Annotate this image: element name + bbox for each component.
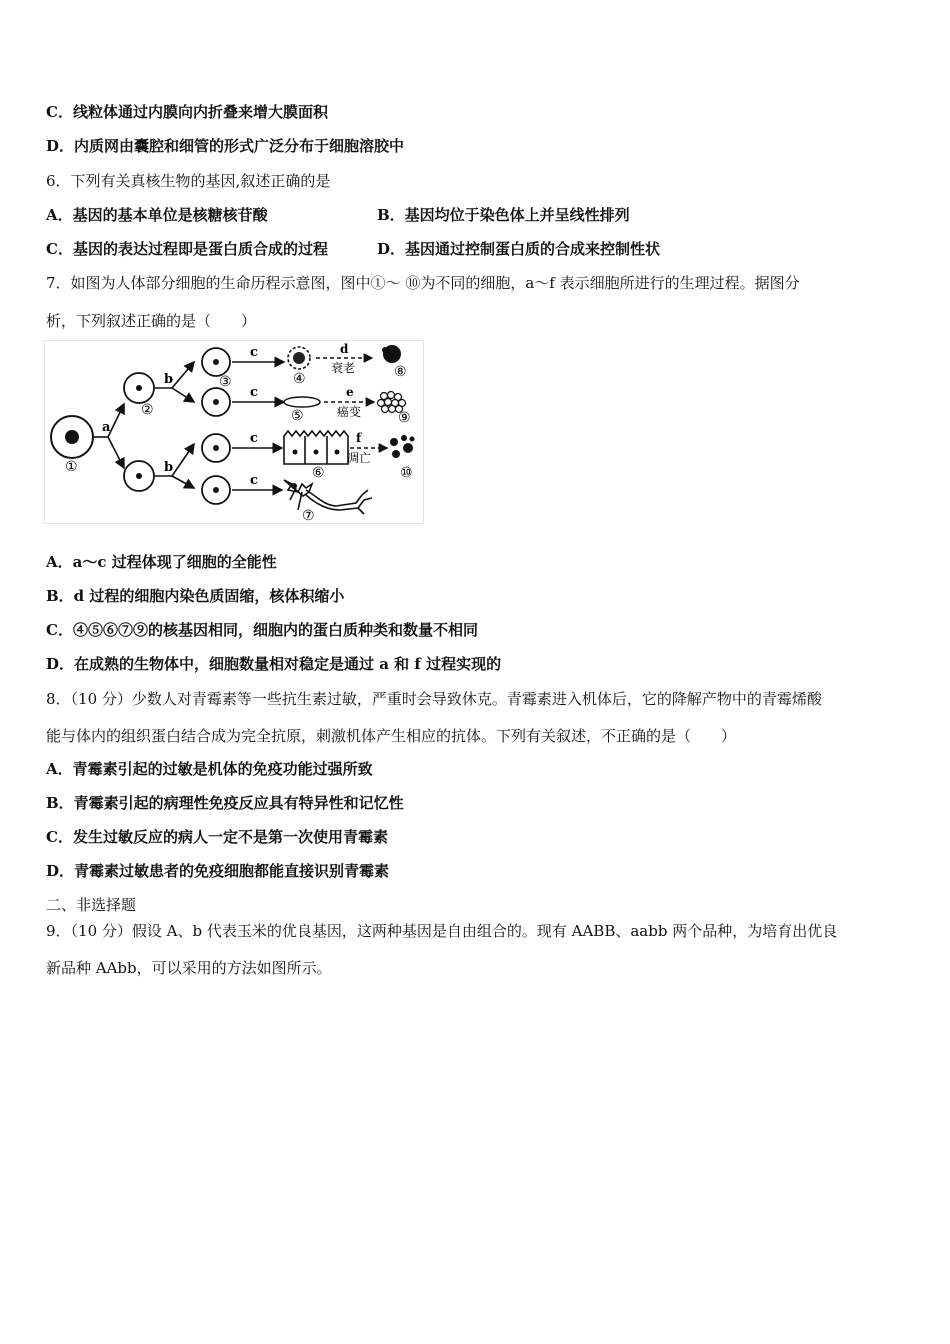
q8-option-c: C．发生过敏反应的病人一定不是第一次使用青霉素 (46, 828, 388, 846)
process-b-lower: b (164, 460, 174, 475)
q7-option-d: D．在成熟的生物体中，细胞数量相对稳定是通过 a 和 f 过程实现的 (46, 655, 502, 673)
cell-6-label: ⑥ (312, 465, 325, 481)
q7-option-b: B．d 过程的细胞内染色质固缩，核体积缩小 (46, 587, 345, 605)
q8-stem-line2: 能与体内的组织蛋白结合成为完全抗原，刺激机体产生相应的抗体。下列有关叙述，不正确的是（ ） (46, 727, 737, 745)
q8-option-d: D．青霉素过敏患者的免疫细胞都能直接识别青霉素 (46, 862, 390, 880)
q8-stem-line1: 8．（10 分）少数人对青霉素等一些抗生素过敏，严重时会导致休克。青霉素进入机体后，它的降解产物中的青霉烯酸 (46, 690, 822, 708)
q9-stem-line1: 9．（10 分）假设 A、b 代表玉米的优良基因，这两种基因是自由组合的。现有 AABB、aabb 两个品种，为培育出优良 (46, 922, 838, 940)
q6-option-d: D．基因通过控制蛋白质的合成来控制性状 (377, 240, 661, 258)
cell-10-label: ⑩ (400, 465, 413, 481)
q7-option-a: A．a～c 过程体现了细胞的全能性 (46, 553, 277, 571)
process-f: f (356, 431, 362, 445)
cell-4-label: ④ (293, 371, 306, 387)
q8-option-b: B．青霉素引起的病理性免疫反应具有特异性和记忆性 (46, 794, 404, 812)
q7-stem-line2: 析，下列叙述正确的是（ ） (46, 312, 257, 330)
cell-3-label: ③ (219, 374, 232, 390)
process-c-2: c (250, 385, 258, 400)
cell-5-label: ⑤ (291, 408, 304, 424)
process-c-4: c (250, 473, 258, 488)
q7-stem-line1: 7．如图为人体部分细胞的生命历程示意图，图中①～ ⑩为不同的细胞，a～f 表示细胞所进行的生理过程。据图分 (46, 274, 800, 292)
q8-option-a: A．青霉素引起的过敏是机体的免疫功能过强所致 (46, 760, 373, 778)
q6-option-c: C．基因的表达过程即是蛋白质合成的过程 (46, 240, 328, 258)
cell-9-label: ⑨ (398, 410, 411, 426)
section-2-heading: 二、非选择题 (46, 896, 137, 914)
cell-2-label: ② (141, 402, 154, 418)
q6-option-a: A．基因的基本单位是核糖核苷酸 (46, 206, 268, 224)
cell-6 (284, 431, 348, 464)
cell-1-label: ① (65, 459, 78, 475)
q7-option-c: C．④⑤⑥⑦⑨的核基因相同，细胞内的蛋白质种类和数量不相同 (46, 621, 478, 639)
q6-option-b: B．基因均位于染色体上并呈线性排列 (377, 206, 630, 224)
caption-aging: 衰老 (331, 361, 356, 375)
q5-option-d: D．内质网由囊腔和细管的形式广泛分布于细胞溶胶中 (46, 137, 405, 155)
cell-8-label: ⑧ (394, 364, 407, 380)
cell-life-history-diagram (44, 340, 424, 524)
caption-apoptosis: 凋亡 (347, 451, 372, 465)
process-a: a (102, 420, 111, 435)
caption-cancer: 癌变 (337, 405, 362, 419)
process-b-upper: b (164, 372, 174, 387)
process-c-1: c (250, 345, 258, 360)
cell-7-label: ⑦ (302, 508, 315, 524)
process-c-3: c (250, 431, 258, 446)
process-e: e (346, 385, 354, 399)
q9-stem-line2: 新品种 AAbb，可以采用的方法如图所示。 (46, 959, 332, 977)
q6-stem: 6．下列有关真核生物的基因,叙述正确的是 (46, 172, 331, 190)
process-d: d (340, 342, 349, 356)
q5-option-c: C．线粒体通过内膜向内折叠来增大膜面积 (46, 103, 328, 121)
